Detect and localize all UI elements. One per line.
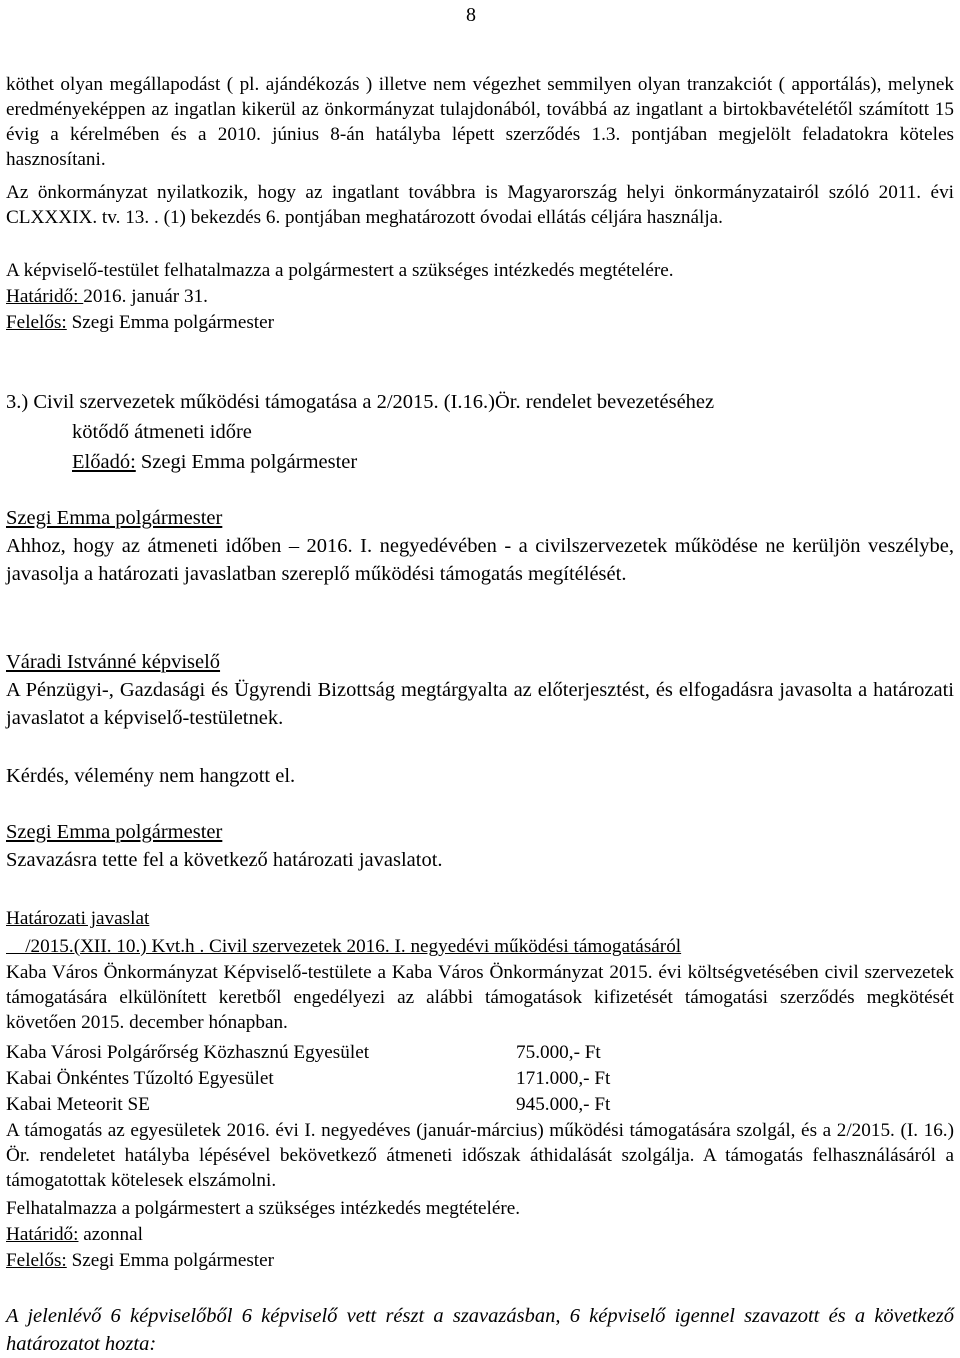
question-note: Kérdés, vélemény nem hangzott el. xyxy=(6,765,296,787)
responsible-line-2 xyxy=(6,1248,274,1273)
resolution-title: /2015.(XII. 10.) Kvt.h . Civil szervezetek 2016. I. negyedévi működési támogatásáról xyxy=(6,936,682,957)
responsible-value: Szegi Emma polgármester xyxy=(66,1250,275,1271)
speech-representative: A Pénzügyi-, Gazdasági és Ügyrendi Bizottság megtárgyalta az előterjesztést, és elfogadásra javasolta a határozati javaslatot a képviselő-testületnek. xyxy=(6,679,954,729)
responsible-label: Felelős: xyxy=(6,312,67,333)
deadline-value: 2016. január 31. xyxy=(83,286,208,307)
speaker-mayor-1: Szegi Emma polgármester xyxy=(6,507,223,529)
responsible-label: Felelős: xyxy=(6,1250,67,1271)
agenda-item-3-title-cont: kötődő átmeneti időre xyxy=(72,421,252,443)
responsible-line-1 xyxy=(6,310,274,335)
speech-mayor-2: Szavazásra tette fel a következő határozati javaslatot. xyxy=(6,849,443,871)
vote-note: A jelenlévő 6 képviselőből 6 képviselő vett részt a szavazásban, 6 képviselő igennel szavazott és a következő határozatot hozta: xyxy=(6,1305,954,1355)
deadline-label: Határidő: xyxy=(6,1224,79,1245)
page-number: 8 xyxy=(466,4,476,26)
grant-name: Kaba Városi Polgárőrség Közhasznú Egyesület xyxy=(6,1042,370,1063)
grant-row xyxy=(6,1092,611,1117)
grant-amount: 171.000,- Ft xyxy=(516,1068,611,1089)
speaker-representative: Váradi Istvánné képviselő xyxy=(6,651,221,673)
presenter-line xyxy=(72,448,357,476)
agenda-item-3-title: 3.) Civil szervezetek működési támogatása a 2/2015. (I.16.)Ör. rendelet bevezetéséhez xyxy=(6,391,715,413)
paragraph-property-restriction: köthet olyan megállapodást ( pl. ajándékozás ) illetve nem végezhet semmilyen olyan tranzakciót ( apportálás), melynek eredményeképpen az ingatlan kikerül az önkormányzat tulajdonából, továbbá az ingatlant a birtokbavételétől számított 15 évig a kérelmében és a 2010. június 8-án hatályba lépett szerződés 1.3. pontjában megjelölt feladatokra köteles hasznosítani. xyxy=(6,74,954,170)
paragraph-declaration: Az önkormányzat nyilatkozik, hogy az ingatlant továbbra is Magyarország helyi önkormányzatairól szóló 2011. évi CLXXXIX. tv. 13. . (1) bekezdés 6. pontjában meghatározott óvodai ellátás céljára használja. xyxy=(6,182,954,228)
grant-amount: 75.000,- Ft xyxy=(516,1042,601,1063)
deadline-label: Határidő: xyxy=(6,286,84,307)
deadline-value: azonnal xyxy=(78,1224,143,1245)
speech-mayor-1: Ahhoz, hogy az átmeneti időben – 2016. I. negyedévében - a civilszervezetek működése ne kerüljön veszélybe, javasolja a határozati javaslatban szereplő működési támogatás megítélését. xyxy=(6,535,954,585)
grant-name: Kabai Meteorit SE xyxy=(6,1094,150,1115)
paragraph-authorization: A képviselő-testület felhatalmazza a polgármestert a szükséges intézkedés megtételére. xyxy=(6,260,674,281)
resolution-body-3: Felhatalmazza a polgármestert a szükséges intézkedés megtételére. xyxy=(6,1198,521,1219)
deadline-line-1 xyxy=(6,284,208,309)
grant-row xyxy=(6,1066,611,1091)
grant-amount: 945.000,- Ft xyxy=(516,1094,611,1115)
presenter-label: Előadó: xyxy=(72,451,136,473)
grant-name: Kabai Önkéntes Tűzoltó Egyesület xyxy=(6,1068,274,1089)
presenter-value: Szegi Emma polgármester xyxy=(135,451,358,473)
resolution-label: Határozati javaslat xyxy=(6,908,150,929)
grant-row xyxy=(6,1040,601,1065)
resolution-body-2: A támogatás az egyesületek 2016. évi I. negyedéves (január-március) működési támogatására szolgál, és a 2/2015. (I. 16.) Ör. rendeletet hatályba lépésével bekövetkező átmeneti időszak áthidalását szolgálja. A támogatás felhasználásáról a támogatottak kötelesek elszámolni. xyxy=(6,1120,954,1191)
responsible-value: Szegi Emma polgármester xyxy=(66,312,275,333)
speaker-mayor-2: Szegi Emma polgármester xyxy=(6,821,223,843)
deadline-line-2 xyxy=(6,1222,143,1247)
resolution-body: Kaba Város Önkormányzat Képviselő-testülete a Kaba Város Önkormányzat 2015. évi költségvetésében civil szervezetek támogatására elkülönített keretből engedélyezi az alábbi támogatások kifizetését támogatási szerződés megkötését követően 2015. december hónapban. xyxy=(6,962,954,1033)
